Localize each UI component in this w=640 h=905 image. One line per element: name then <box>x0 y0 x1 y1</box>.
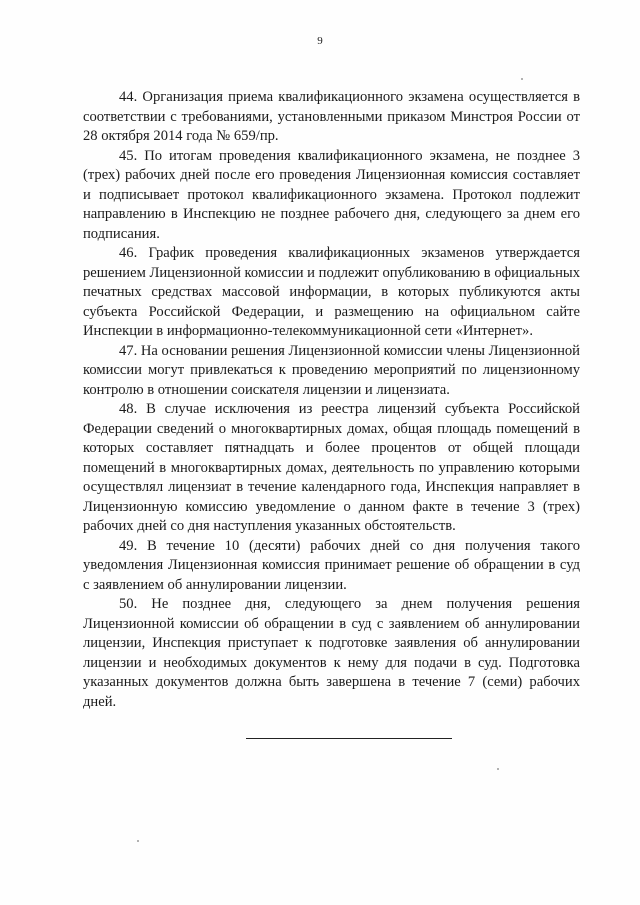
end-divider-line <box>246 738 452 739</box>
paragraph-45: 45. По итогам проведения квалификационного экзамена, не позднее 3 (трех) рабочих дней после его проведения Лицензионная комиссия составляет и подписывает протокол квалификационного экзамена. Протокол подлежит направлению в Инспекцию не позднее рабочего дня, следующего за днем его подписания. <box>83 147 580 242</box>
paragraph-44: 44. Организация приема квалификационного экзамена осуществляется в соответствии с требованиями, установленными приказом Минстроя России от 28 октября 2014 года № 659/пр. <box>83 89 580 144</box>
paragraph-47: 47. На основании решения Лицензионной комиссии члены Лицензионной комиссии могут привлекаться к проведению мероприятий по лицензионному контролю в отношении соискателя лицензии и лицензиата. <box>83 342 580 398</box>
scan-speck <box>497 768 499 770</box>
scan-speck <box>137 840 139 842</box>
paragraph-49: 49. В течение 10 (десяти) рабочих дней со дня получения такого уведомления Лицензионная комиссия принимает решение об обращении в суд с заявлением об аннулировании лицензии. <box>83 537 580 593</box>
document-body <box>83 88 580 712</box>
paragraph-50: 50. Не позднее дня, следующего за днем получения решения Лицензионной комиссии об обращении в суд с заявлением об аннулировании лицензии, Инспекция приступает к подготовке заявления об аннулировании лицензии и необходимых документов к нему для подачи в суд. Подготовка указанных документов должна быть завершена в течение 7 (семи) рабочих дней. <box>83 596 580 710</box>
paragraph-48: 48. В случае исключения из реестра лицензий субъекта Российской Федерации сведений о многоквартирных домах, общая площадь помещений в которых составляет пятнадцать и более процентов от общей площади помещений в многоквартирных домах, деятельность по управлению которыми осуществлял лицензиат в течение календарного года, Инспекция направляет в Лицензионную комиссию уведомление о данном факте в течение 3 (трех) рабочих дней со дня наступления указанных обстоятельств. <box>83 401 580 534</box>
scan-speck <box>521 78 523 80</box>
page-number: 9 <box>317 35 323 47</box>
paragraph-46: 46. График проведения квалификационных экзаменов утверждается решением Лицензионной комиссии и подлежит опубликованию в официальных печатных средствах массовой информации, в которых публикуются акты субъекта Российской Федерации, и размещению на официальном сайте Инспекции в информационно-телекоммуникационной сети «Интернет». <box>83 245 580 339</box>
